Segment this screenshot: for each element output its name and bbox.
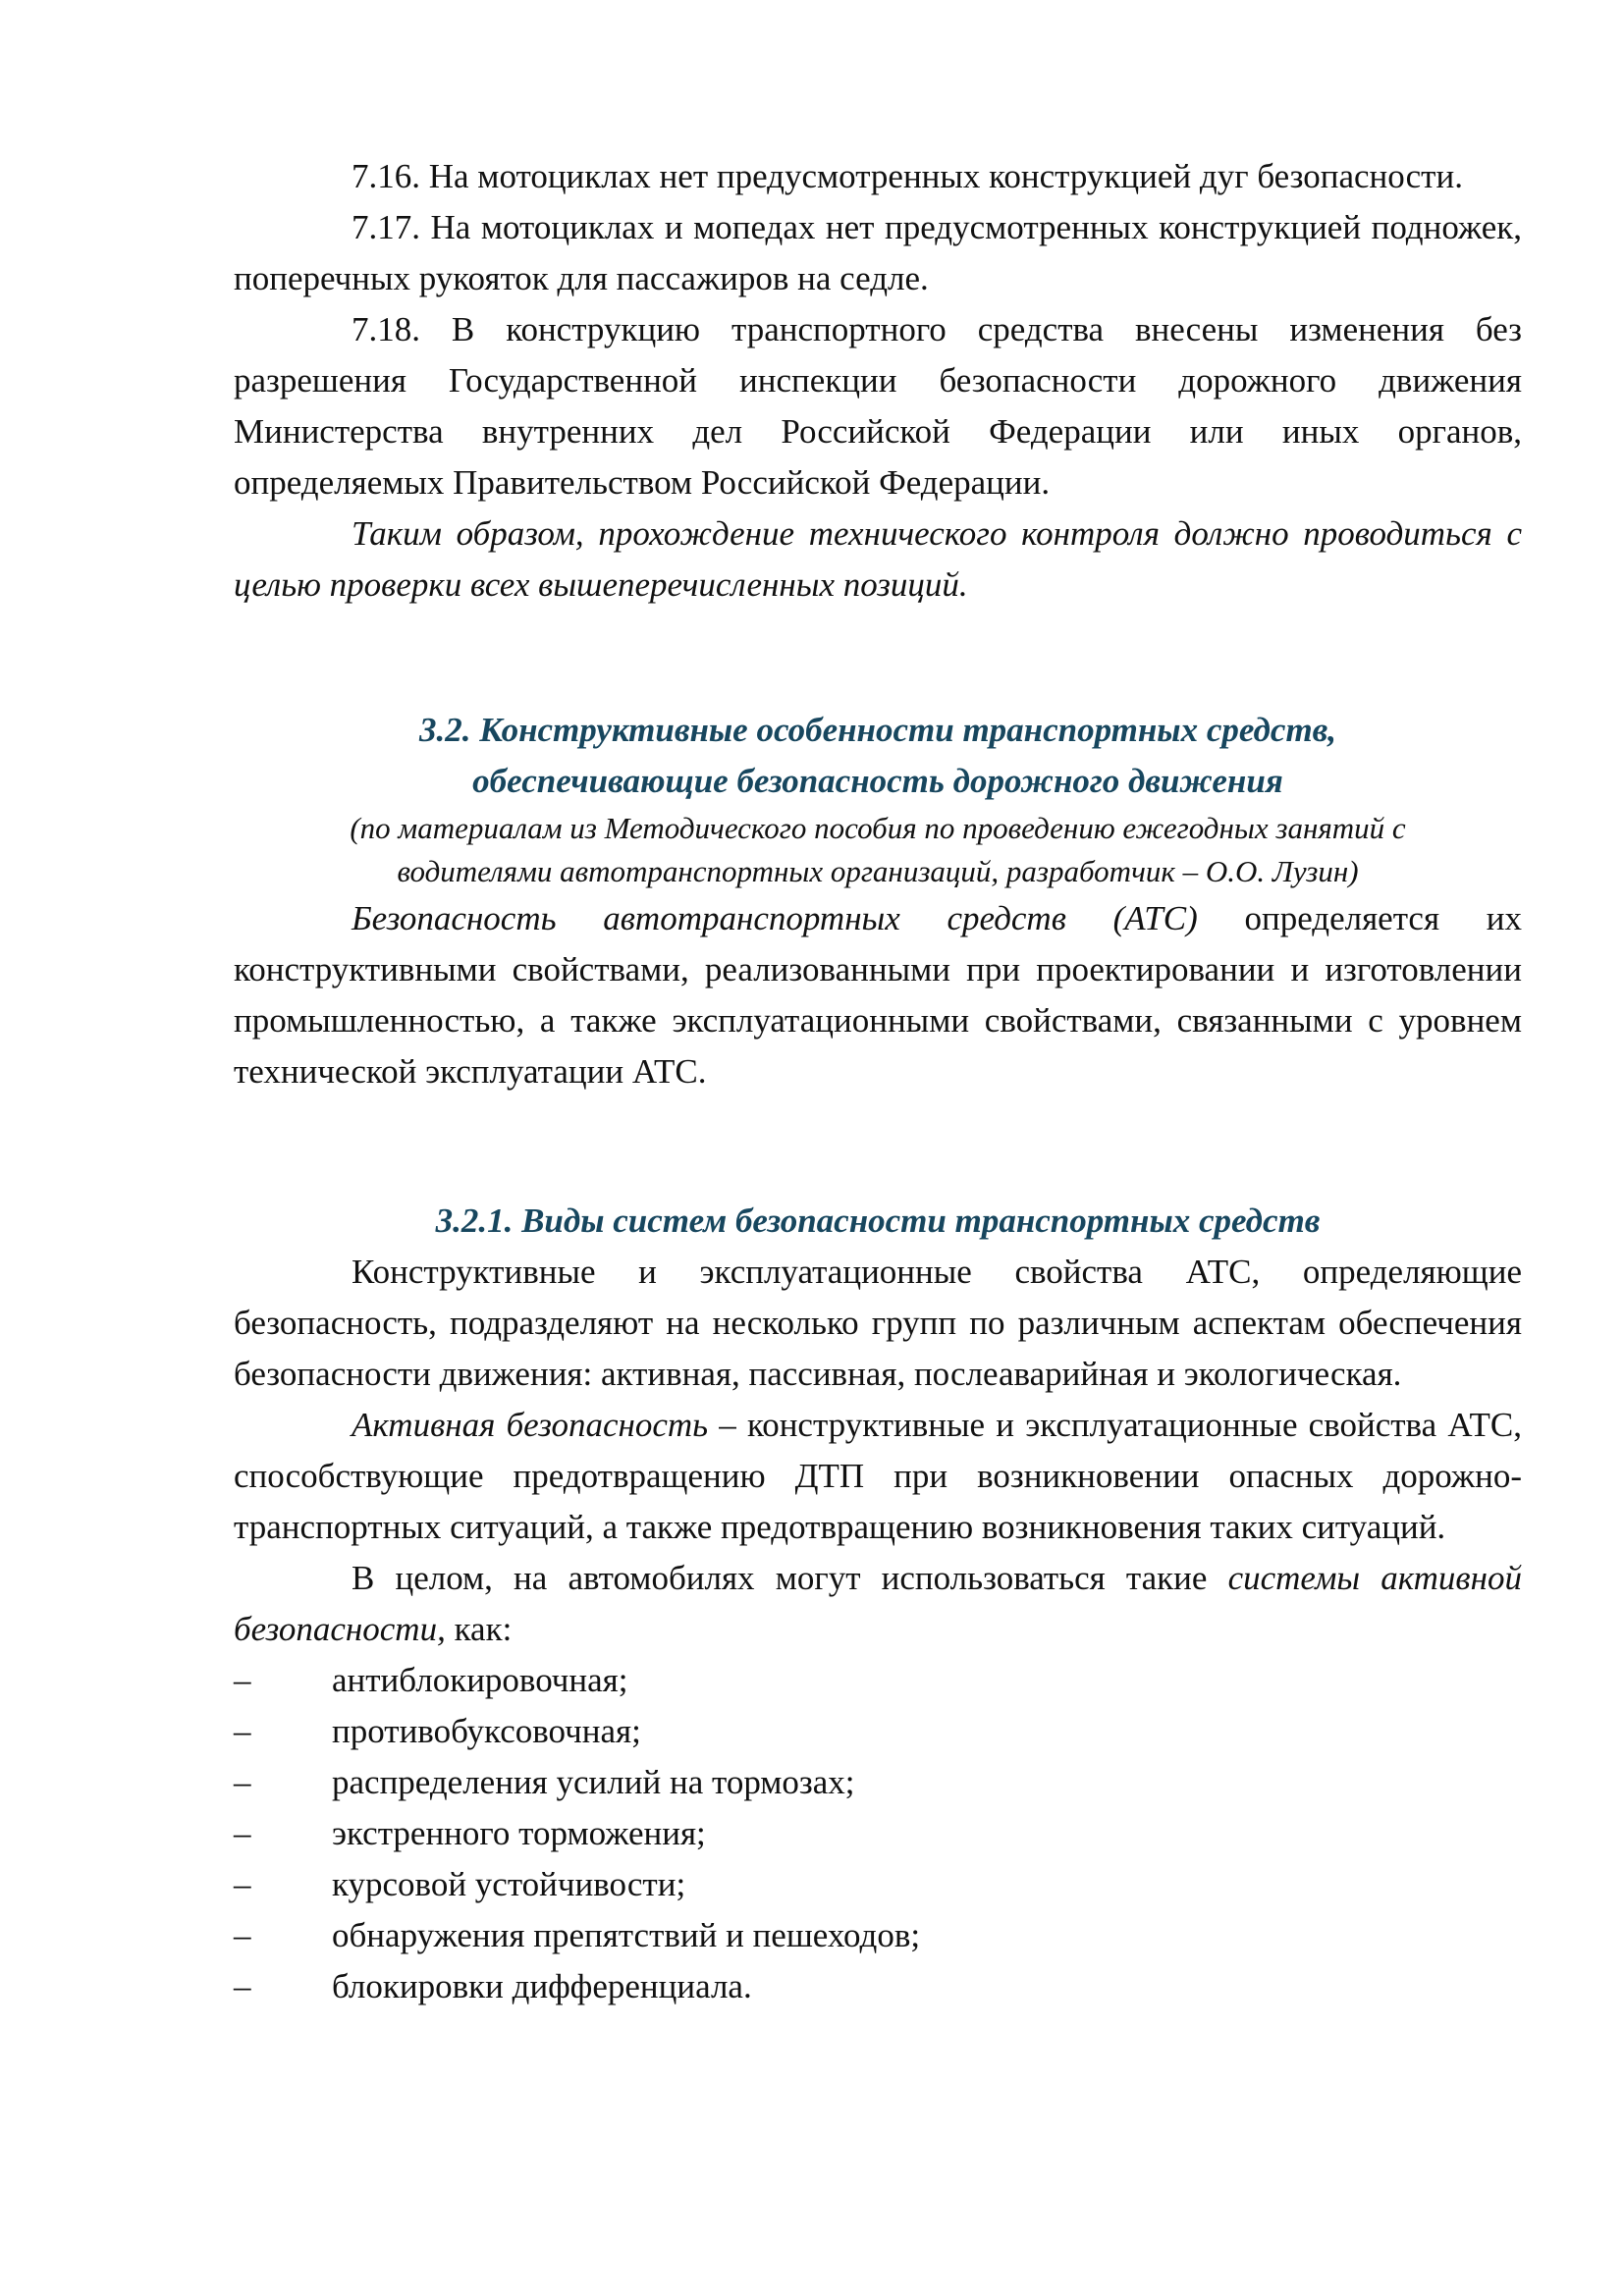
item-number: 7.17.: [352, 208, 420, 246]
list-item: [234, 1961, 1522, 2012]
dash-bullet: –: [234, 1916, 251, 1954]
document-page: [234, 151, 1522, 2012]
term-italic: Активная безопасность: [352, 1406, 709, 1444]
paragraph-text: – конструктивные и эксплуатационные свойства АТС, способствующие предотвращению ДТП при возникновении опасных дорожно-транспортных ситуаций, а также предотвращению возникновения таких ситуаций.: [234, 1406, 1523, 1546]
dash-bullet: –: [234, 1967, 251, 2005]
dash-bullet: –: [234, 1865, 251, 1903]
paragraph-text: определяется их конструктивными свойствами, реализованными при проектировании и изготовлении промышленностью, а также эксплуатационными свойствами, связанными с уровнем технической эксплуатации АТС.: [234, 899, 1522, 1091]
list-item: [234, 1706, 1522, 1757]
list-item: [234, 1808, 1522, 1859]
list-item-text: экстренного торможения;: [332, 1814, 706, 1852]
list-item-text: курсовой устойчивости;: [332, 1865, 686, 1903]
list-item-text: распределения усилий на тормозах;: [332, 1763, 855, 1801]
section-3-2-1-para1: Конструктивные и эксплуатационные свойства АТС, определяющие безопасность, подразделяют на несколько групп по различным аспектам обеспечения безопасности движения: активная, пассивная, послеаварийная и экологическая.: [234, 1253, 1522, 1393]
systems-intro-paragraph: [234, 1553, 1522, 1655]
list-item-text: обнаружения препятствий и пешеходов;: [332, 1916, 921, 1954]
item-7-16: [234, 151, 1522, 202]
item-number: 7.16.: [352, 157, 420, 195]
section-3-2-1-title: 3.2.1. Виды систем безопасности транспортных средств: [435, 1201, 1321, 1240]
conclusion-paragraph: Таким образом, прохождение технического контроля должно проводиться с целью проверки всех вышеперечисленных позиций.: [234, 514, 1522, 604]
list-item: [234, 1910, 1522, 1961]
source-note-line2: водителями автотранспортных организаций, разработчик – О.О. Лузин): [397, 854, 1359, 888]
dash-bullet: –: [234, 1712, 251, 1750]
dash-bullet: –: [234, 1814, 251, 1852]
item-text: На мотоциклах нет предусмотренных конструкцией дуг безопасности.: [420, 157, 1463, 195]
paragraph-text: как:: [445, 1610, 513, 1648]
list-item-text: антиблокировочная;: [332, 1661, 628, 1699]
item-7-17: [234, 202, 1522, 304]
section-3-2-title-line1: 3.2. Конструктивные особенности транспортных средств,: [418, 711, 1337, 749]
item-number: 7.18.: [352, 310, 420, 348]
dash-bullet: –: [234, 1763, 251, 1801]
source-note-line1: (по материалам из Методического пособия по проведению ежегодных занятий с: [350, 811, 1406, 845]
list-item-text: противобуксовочная;: [332, 1712, 641, 1750]
dash-bullet: –: [234, 1661, 251, 1699]
section-3-2-paragraph: [234, 893, 1522, 1097]
paragraph-text: В целом, на автомобилях могут использоваться такие: [352, 1559, 1228, 1597]
list-item: [234, 1859, 1522, 1910]
section-3-2-title-line2: обеспечивающие безопасность дорожного движения: [472, 762, 1283, 800]
active-safety-systems-list: [234, 1655, 1522, 2012]
list-item: [234, 1655, 1522, 1706]
term-italic: Безопасность автотранспортных средств (АТС): [352, 899, 1198, 937]
item-7-18: [234, 304, 1522, 508]
active-safety-paragraph: [234, 1400, 1522, 1553]
item-text: В конструкцию транспортного средства внесены изменения без разрешения Государственной инспекции безопасности дорожного движения Министерства внутренних дел Российской Федерации или иных органов, определяемых Правительством Российской Федерации.: [234, 310, 1522, 502]
list-item: [234, 1757, 1522, 1808]
item-text: На мотоциклах и мопедах нет предусмотренных конструкцией подножек, поперечных рукояток для пассажиров на седле.: [234, 208, 1522, 297]
term-italic: системы активной безопасности,: [234, 1559, 1522, 1648]
list-item-text: блокировки дифференциала.: [332, 1967, 752, 2005]
